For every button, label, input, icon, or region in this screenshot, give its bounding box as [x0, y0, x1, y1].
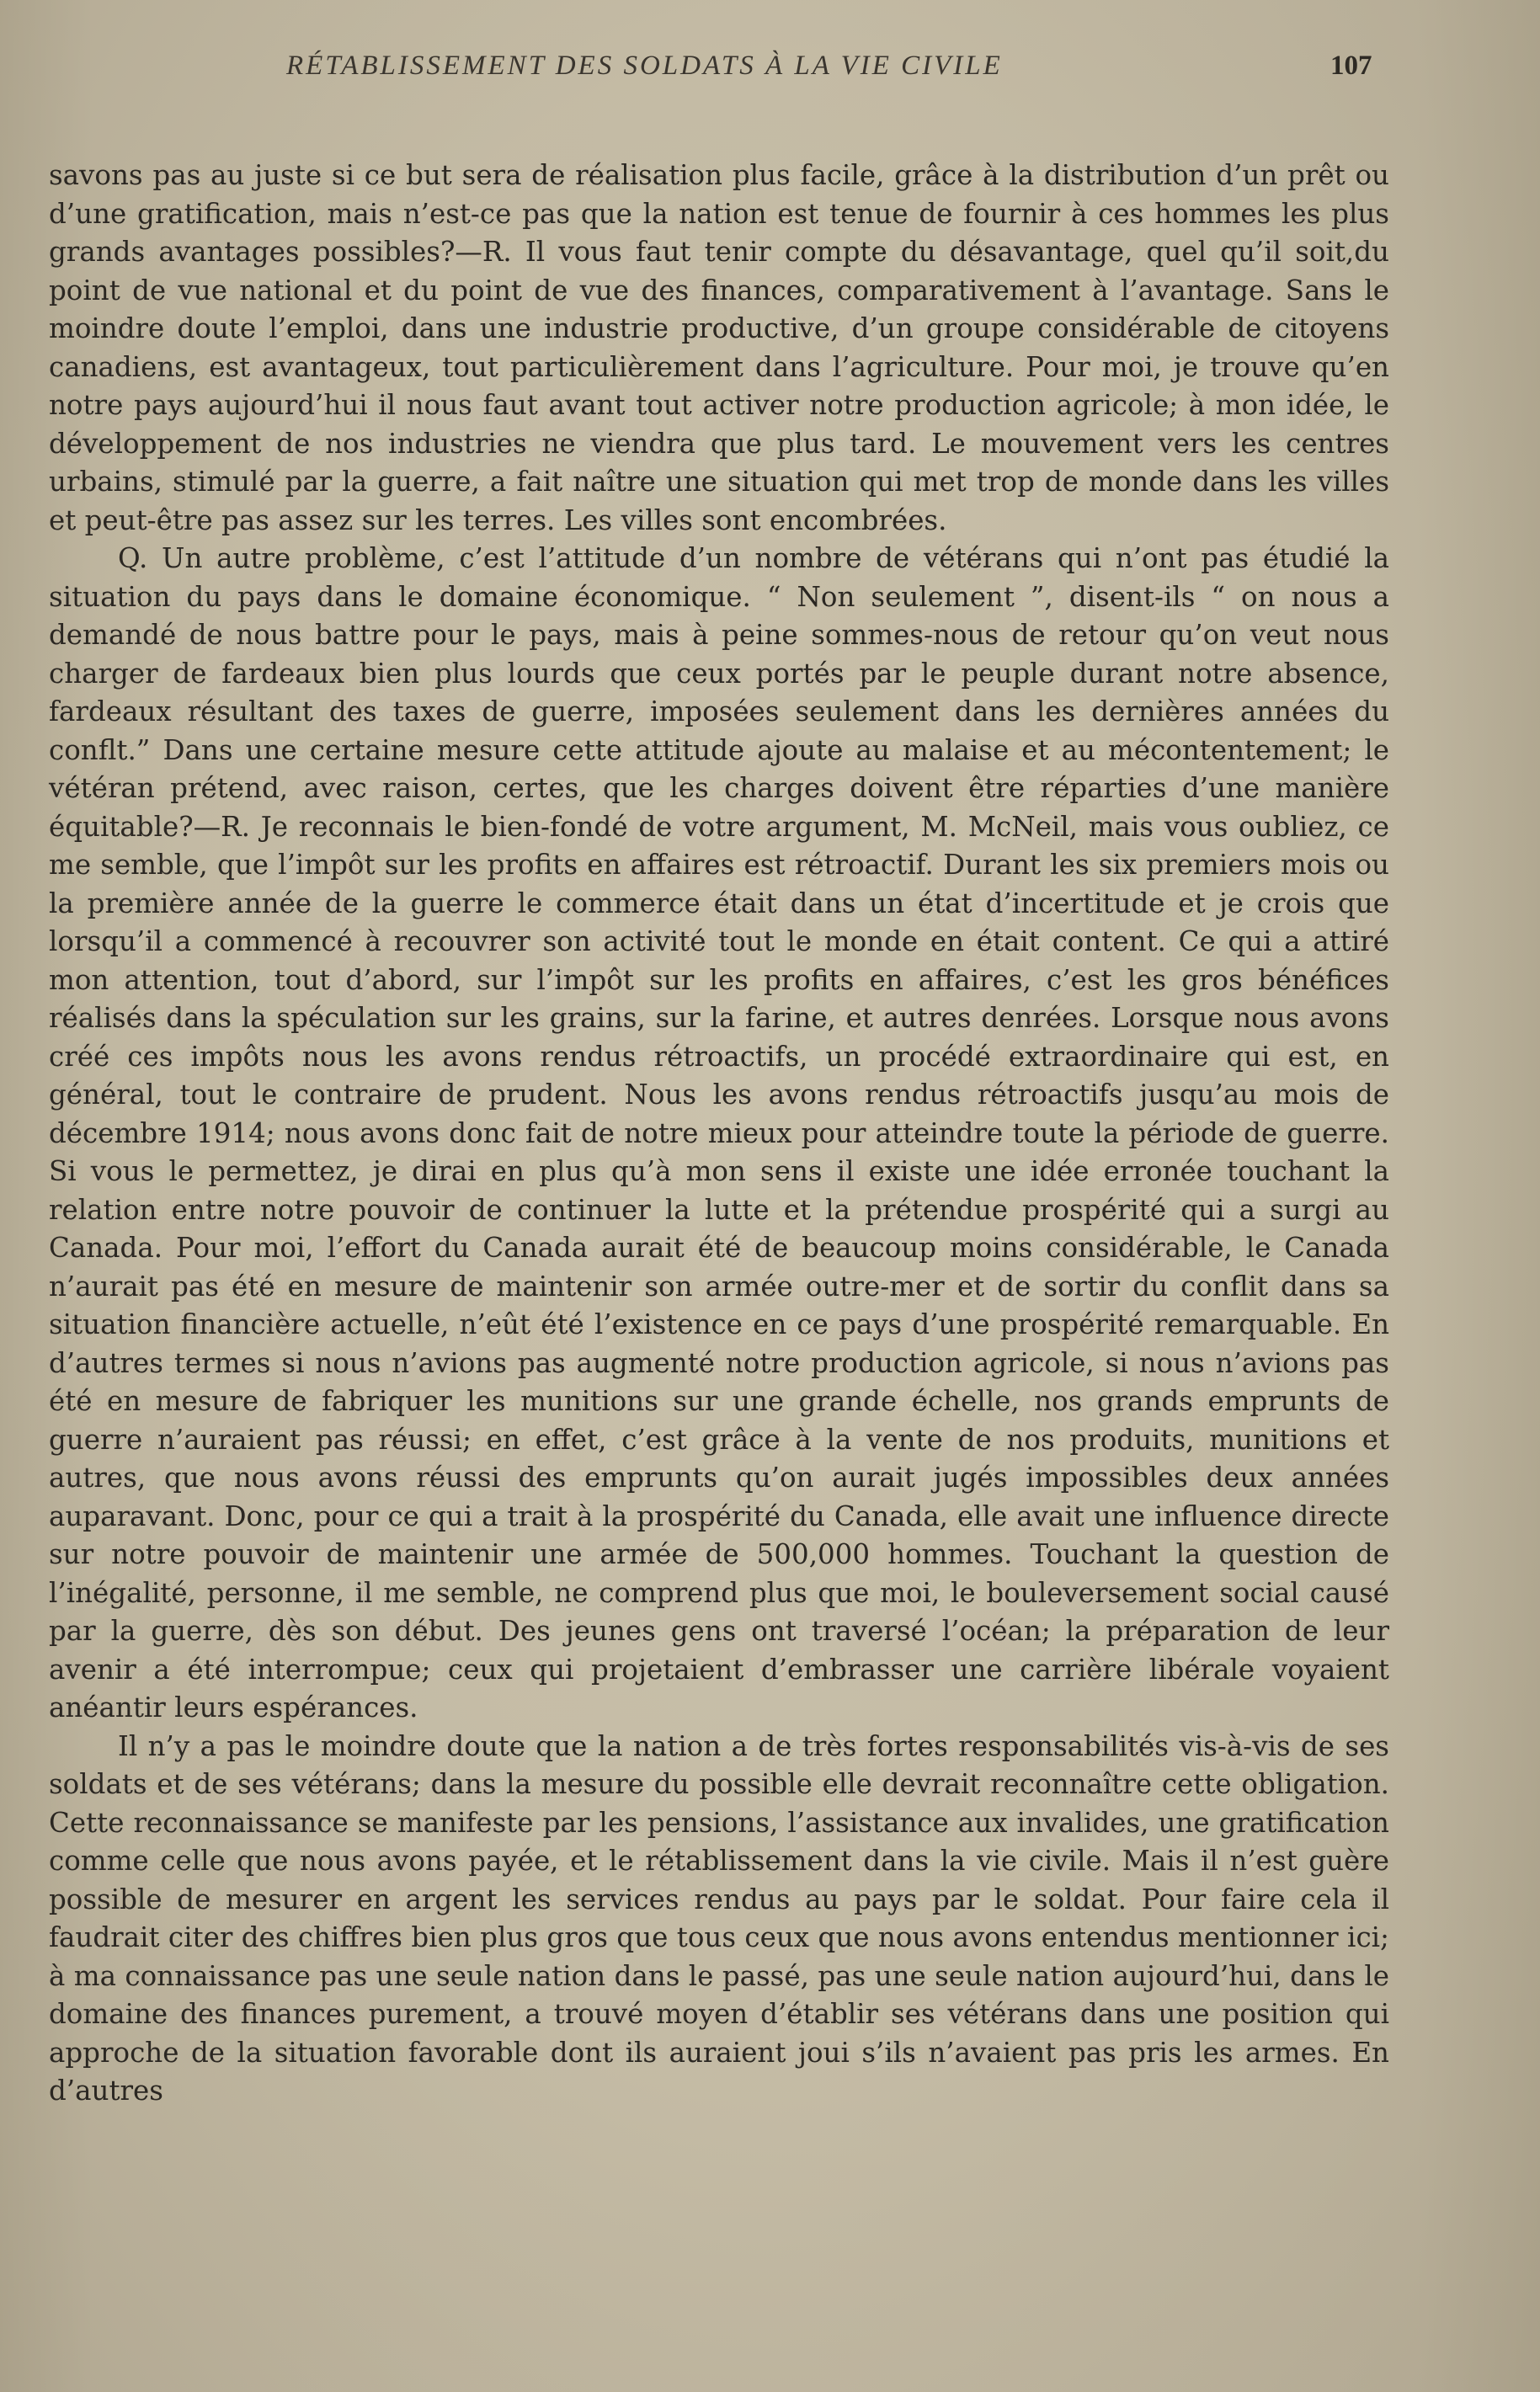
paragraph-question: Q. Un autre problème, c’est l’attitude d’un nombre de vétérans qui n’ont pas étudié la situation du pays dans le domaine économique. “ Non seulement ”, disent-ils “ on nous a demandé de nous battre pour le pays, mais à peine sommes-nous de retour qu’on veut nous charger de fardeaux bien plus lourds que ceux portés par le peuple durant notre absence, fardeaux résultant des taxes de guerre, imposées seulement dans les dernières années du conflt.” Dans une certaine mesure cette attitude ajoute au malaise et au mécontentement; le vétéran prétend, avec raison, certes, que les charges doivent être réparties d’une manière équitable?—R. Je reconnais le bien-fondé de votre argument, M. McNeil, mais vous oubliez, ce me semble, que l’impôt sur les profits en affaires est rétroactif. Durant les six premiers mois ou la première année de la guerre le commerce était dans un état d’incertitude et je crois que lorsqu’il a commencé à recouvrer son activité tout le monde en était content. Ce qui a attiré mon attention, tout d’abord, sur l’impôt sur les profits en affaires, c’est les gros bénéfices réalisés dans la spéculation sur les grains, sur la farine, et autres denrées. Lorsque nous avons créé ces impôts nous les avons rendus rétroactifs, un procédé extraordinaire qui est, en général, tout le contraire de prudent. Nous les avons rendus rétroactifs jusqu’au mois de décembre 1914; nous avons donc fait de notre mieux pour atteindre toute la période de guerre. Si vous le permettez, je dirai en plus qu’à mon sens il existe une idée erronée touchant la relation entre notre pouvoir de continuer la lutte et la prétendue prospérité qui a surgi au Canada. Pour moi, l’effort du Canada aurait été de beaucoup moins considérable, le Canada n’aurait pas été en mesure de maintenir son armée outre-mer et de sortir du conflit dans sa situation financière actuelle, n’eût été l’existence en ce pays d’une prospérité remarquable. En d’autres termes si nous n’avions pas augmenté notre production agricole, si nous n’avions pas été en mesure de fabriquer les munitions sur une grande échelle, nos grands emprunts de guerre n’auraient pas réussi; en effet, c’est grâce à la vente de nos produits, munitions et autres, que nous avons réussi des emprunts qu’on aurait jugés impossibles deux années auparavant. Donc, pour ce qui a trait à la prospérité du Canada, elle avait une influence directe sur notre pouvoir de maintenir une armée de 500,000 hommes. Touchant la question de l’inégalité, personne, il me semble, ne comprend plus que moi, le bouleversement social causé par la guerre, dès son début. Des jeunes gens ont traversé l’océan; la préparation de leur avenir a été interrompue; ceux qui projetaient d’embrasser une carrière libérale voyaient anéantir leurs espérances.	[49, 542, 1389, 1723]
paragraph-responsibility: Il n’y a pas le moindre doute que la nation a de très fortes responsabilités vis-à-vis de ses soldats et de ses vétérans; dans la mesure du possible elle devrait reconnaître cette obligation. Cette reconnaissance se manifeste par les pensions, l’assistance aux invalides, une gratification comme celle que nous avons payée, et le rétablissement dans la vie civile. Mais il n’est guère possible de mesurer en argent les services rendus au pays par le soldat. Pour faire cela il faudrait citer des chiffres bien plus gros que tous ceux que nous avons entendus mentionner ici; à ma connaissance pas une seule nation dans le passé, pas une seule nation aujourd’hui, dans le domaine des finances purement, a trouvé moyen d’établir ses vétérans dans une position qui approche de la situation favorable dont ils auraient joui s’ils n’avaient pas pris les armes. En d’autres	[49, 1729, 1389, 2107]
running-header	[0, 49, 1540, 91]
running-title: RÉTABLISSEMENT DES SOLDATS À LA VIE CIVILE	[286, 51, 1003, 81]
body-text	[49, 157, 1389, 2111]
page-number: 107	[1330, 51, 1372, 81]
paragraph-continuation: savons pas au juste si ce but sera de réalisation plus facile, grâce à la distribution d’un prêt ou d’une gratification, mais n’est-ce pas que la nation est tenue de fournir à ces hommes les plus grands avantages possibles?—R. Il vous faut tenir compte du désavantage, quel qu’il soit,du point de vue national et du point de vue des finances, comparativement à l’avantage. Sans le moindre doute l’emploi, dans une industrie productive, d’un groupe considérable de citoyens canadiens, est avantageux, tout particulièrement dans l’agriculture. Pour moi, je trouve qu’en notre pays aujourd’hui il nous faut avant tout activer notre production agricole; à mon idée, le développement de nos industries ne viendra que plus tard. Le mouvement vers les centres urbains, stimulé par la guerre, a fait naître une situation qui met trop de monde dans les villes et peut-être pas assez sur les terres. Les villes sont encombrées.	[49, 159, 1389, 536]
